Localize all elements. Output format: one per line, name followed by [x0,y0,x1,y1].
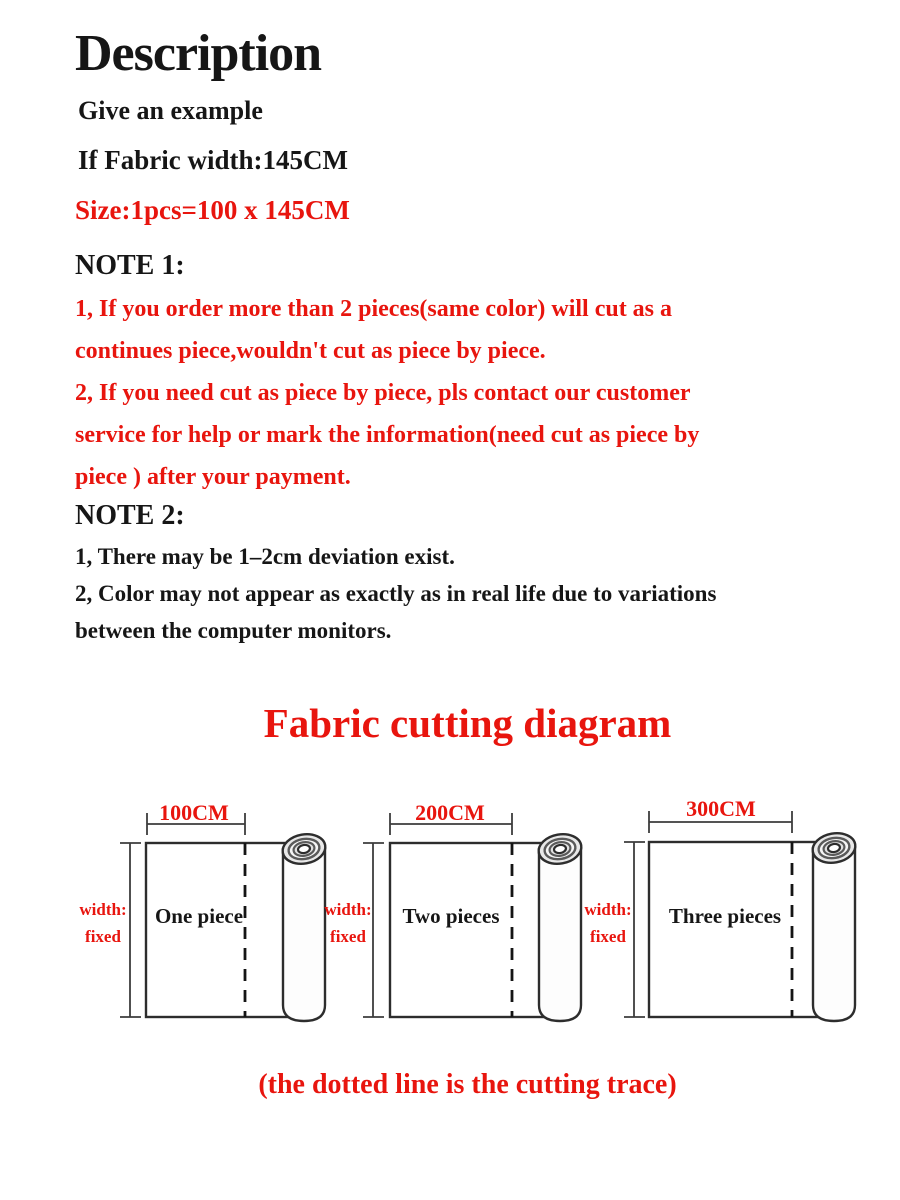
fabric-roll-icon [280,831,327,1021]
note1-line: service for help or mark the information(need cut as piece by [75,422,700,448]
page-title: Description [75,25,322,82]
note1-line: piece ) after your payment. [75,464,351,490]
roll-body [813,848,855,1021]
length-label: 300CM [685,796,756,821]
piece-count-label: Three pieces [668,904,781,928]
width-fixed-label: width: [323,900,372,919]
note2-heading: NOTE 2: [75,500,185,531]
width-fixed-label: width: [583,900,632,919]
piece-count-label: One piece [154,904,243,928]
fabric-width-line: If Fabric width:145CM [78,145,348,175]
piece-count-label: Two pieces [401,904,500,928]
note1-body [75,288,860,498]
width-fixed-label: width: [78,900,127,919]
diagram-two-pieces [325,795,581,1043]
fabric-roll-icon [810,830,857,1021]
note2-line: between the computer monitors. [75,618,392,643]
fabric-roll-icon [536,831,583,1021]
note2-body [75,538,860,649]
diagram-three-pieces [581,795,861,1043]
example-line: Give an example [78,96,263,125]
fabric-rectangle [390,843,560,1017]
fabric-rectangle [146,843,304,1017]
roll-body [539,849,581,1021]
width-fixed-label: fixed [589,927,626,946]
note1-line: 1, If you order more than 2 pieces(same color) will cut as a [75,296,673,322]
diagram-heading: Fabric cutting diagram [263,700,672,746]
fabric-cutting-diagrams [75,795,860,1043]
roll-body [283,849,325,1021]
fabric-rectangle [649,842,834,1017]
cutting-trace-caption: (the dotted line is the cutting trace) [258,1069,677,1100]
size-line: Size:1pcs=100 x 145CM [75,195,350,225]
width-fixed-label: fixed [329,927,366,946]
note2-line: 2, Color may not appear as exactly as in real life due to variations [75,581,717,606]
width-fixed-label: fixed [84,927,121,946]
note2-line: 1, There may be 1–2cm deviation exist. [75,544,455,569]
length-label: 200CM [414,800,485,825]
note1-heading: NOTE 1: [75,250,185,281]
length-label: 100CM [158,800,229,825]
diagram-one-piece [75,795,325,1043]
note1-line: 2, If you need cut as piece by piece, pls contact our customer [75,380,691,406]
note1-line: continues piece,wouldn't cut as piece by piece. [75,338,546,364]
